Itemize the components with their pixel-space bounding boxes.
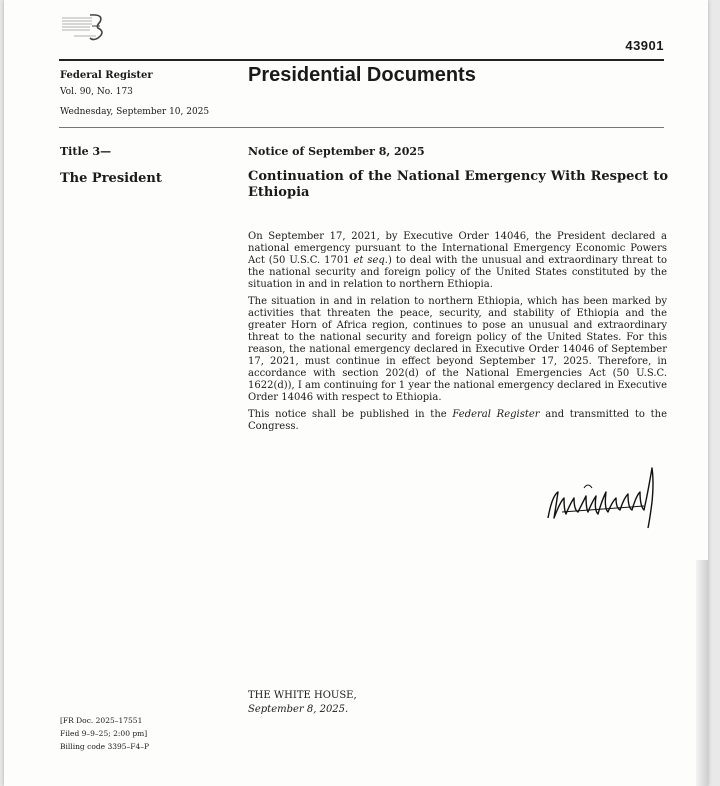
notice-body — [248, 231, 667, 438]
publication-date: Wednesday, September 10, 2025 — [60, 107, 210, 117]
paragraph-2: The situation in and in relation to northern Ethiopia, which has been marked by activities that threaten the peace, security, and stability of Ethiopia and the greater Horn of Africa region, continues to pose an unusual and extraordinary threat to the national security and foreign policy of the United States. For this reason, the national emergency declared in Executive Order 14046 of September 17, 2021, must continue in effect beyond September 17, 2025. Therefore, in accordance with section 202(d) of the National Emergencies Act (50 U.S.C. 1622(d)), I am continuing for 1 year the national emergency declared in Executive Order 14046 with respect to Ethiopia. — [248, 296, 667, 403]
fr-doc-number: [FR Doc. 2025–17551 — [60, 716, 143, 725]
notice-date: Notice of September 8, 2025 — [248, 145, 425, 158]
paragraph-3-italic: Federal Register — [452, 409, 540, 420]
header-rule — [59, 59, 664, 61]
closing-date: September 8, 2025. — [248, 704, 349, 715]
paragraph-1-text-a: On September 17, 2021, by Executive Order 14046, the President declared a national emergency pursuant to the International Emergency Economic Powers Act (50 U.S.C. 1701 — [248, 231, 667, 266]
title-subject: The President — [60, 171, 162, 186]
billing-code: Billing code 3395–F4–P — [60, 742, 150, 751]
paragraph-3-text-a: This notice shall be published in the — [248, 409, 453, 420]
presidential-signature — [544, 462, 666, 530]
paragraph-3-text-b: and transmitted to the Congress. — [248, 409, 667, 432]
paragraph-1-text-b: ) to deal with the unusual and extraordinary threat to the national security and foreign policy of the United States constituted by the situation in and in relation to northern Ethiopia. — [248, 255, 667, 290]
paragraph-1 — [248, 231, 667, 291]
filed-timestamp: Filed 9–9–25; 2:00 pm] — [60, 729, 148, 738]
filing-info — [60, 714, 149, 753]
paragraph-3 — [248, 409, 667, 433]
section-title: Presidential Documents — [248, 64, 476, 86]
title-label: Title 3— — [60, 145, 112, 158]
page-number: 43901 — [625, 38, 664, 53]
document-page — [4, 0, 708, 786]
notice-heading: Continuation of the National Emergency With Respect to Ethiopia — [248, 169, 668, 200]
page-edge-shadow — [696, 560, 708, 786]
section-divider — [59, 127, 664, 128]
closing-place: THE WHITE HOUSE, — [248, 690, 357, 701]
volume-number: Vol. 90, No. 173 — [60, 87, 133, 97]
paragraph-1-italic: et seq. — [353, 255, 388, 266]
publication-name: Federal Register — [60, 70, 153, 81]
federal-register-logo-icon — [60, 12, 108, 42]
